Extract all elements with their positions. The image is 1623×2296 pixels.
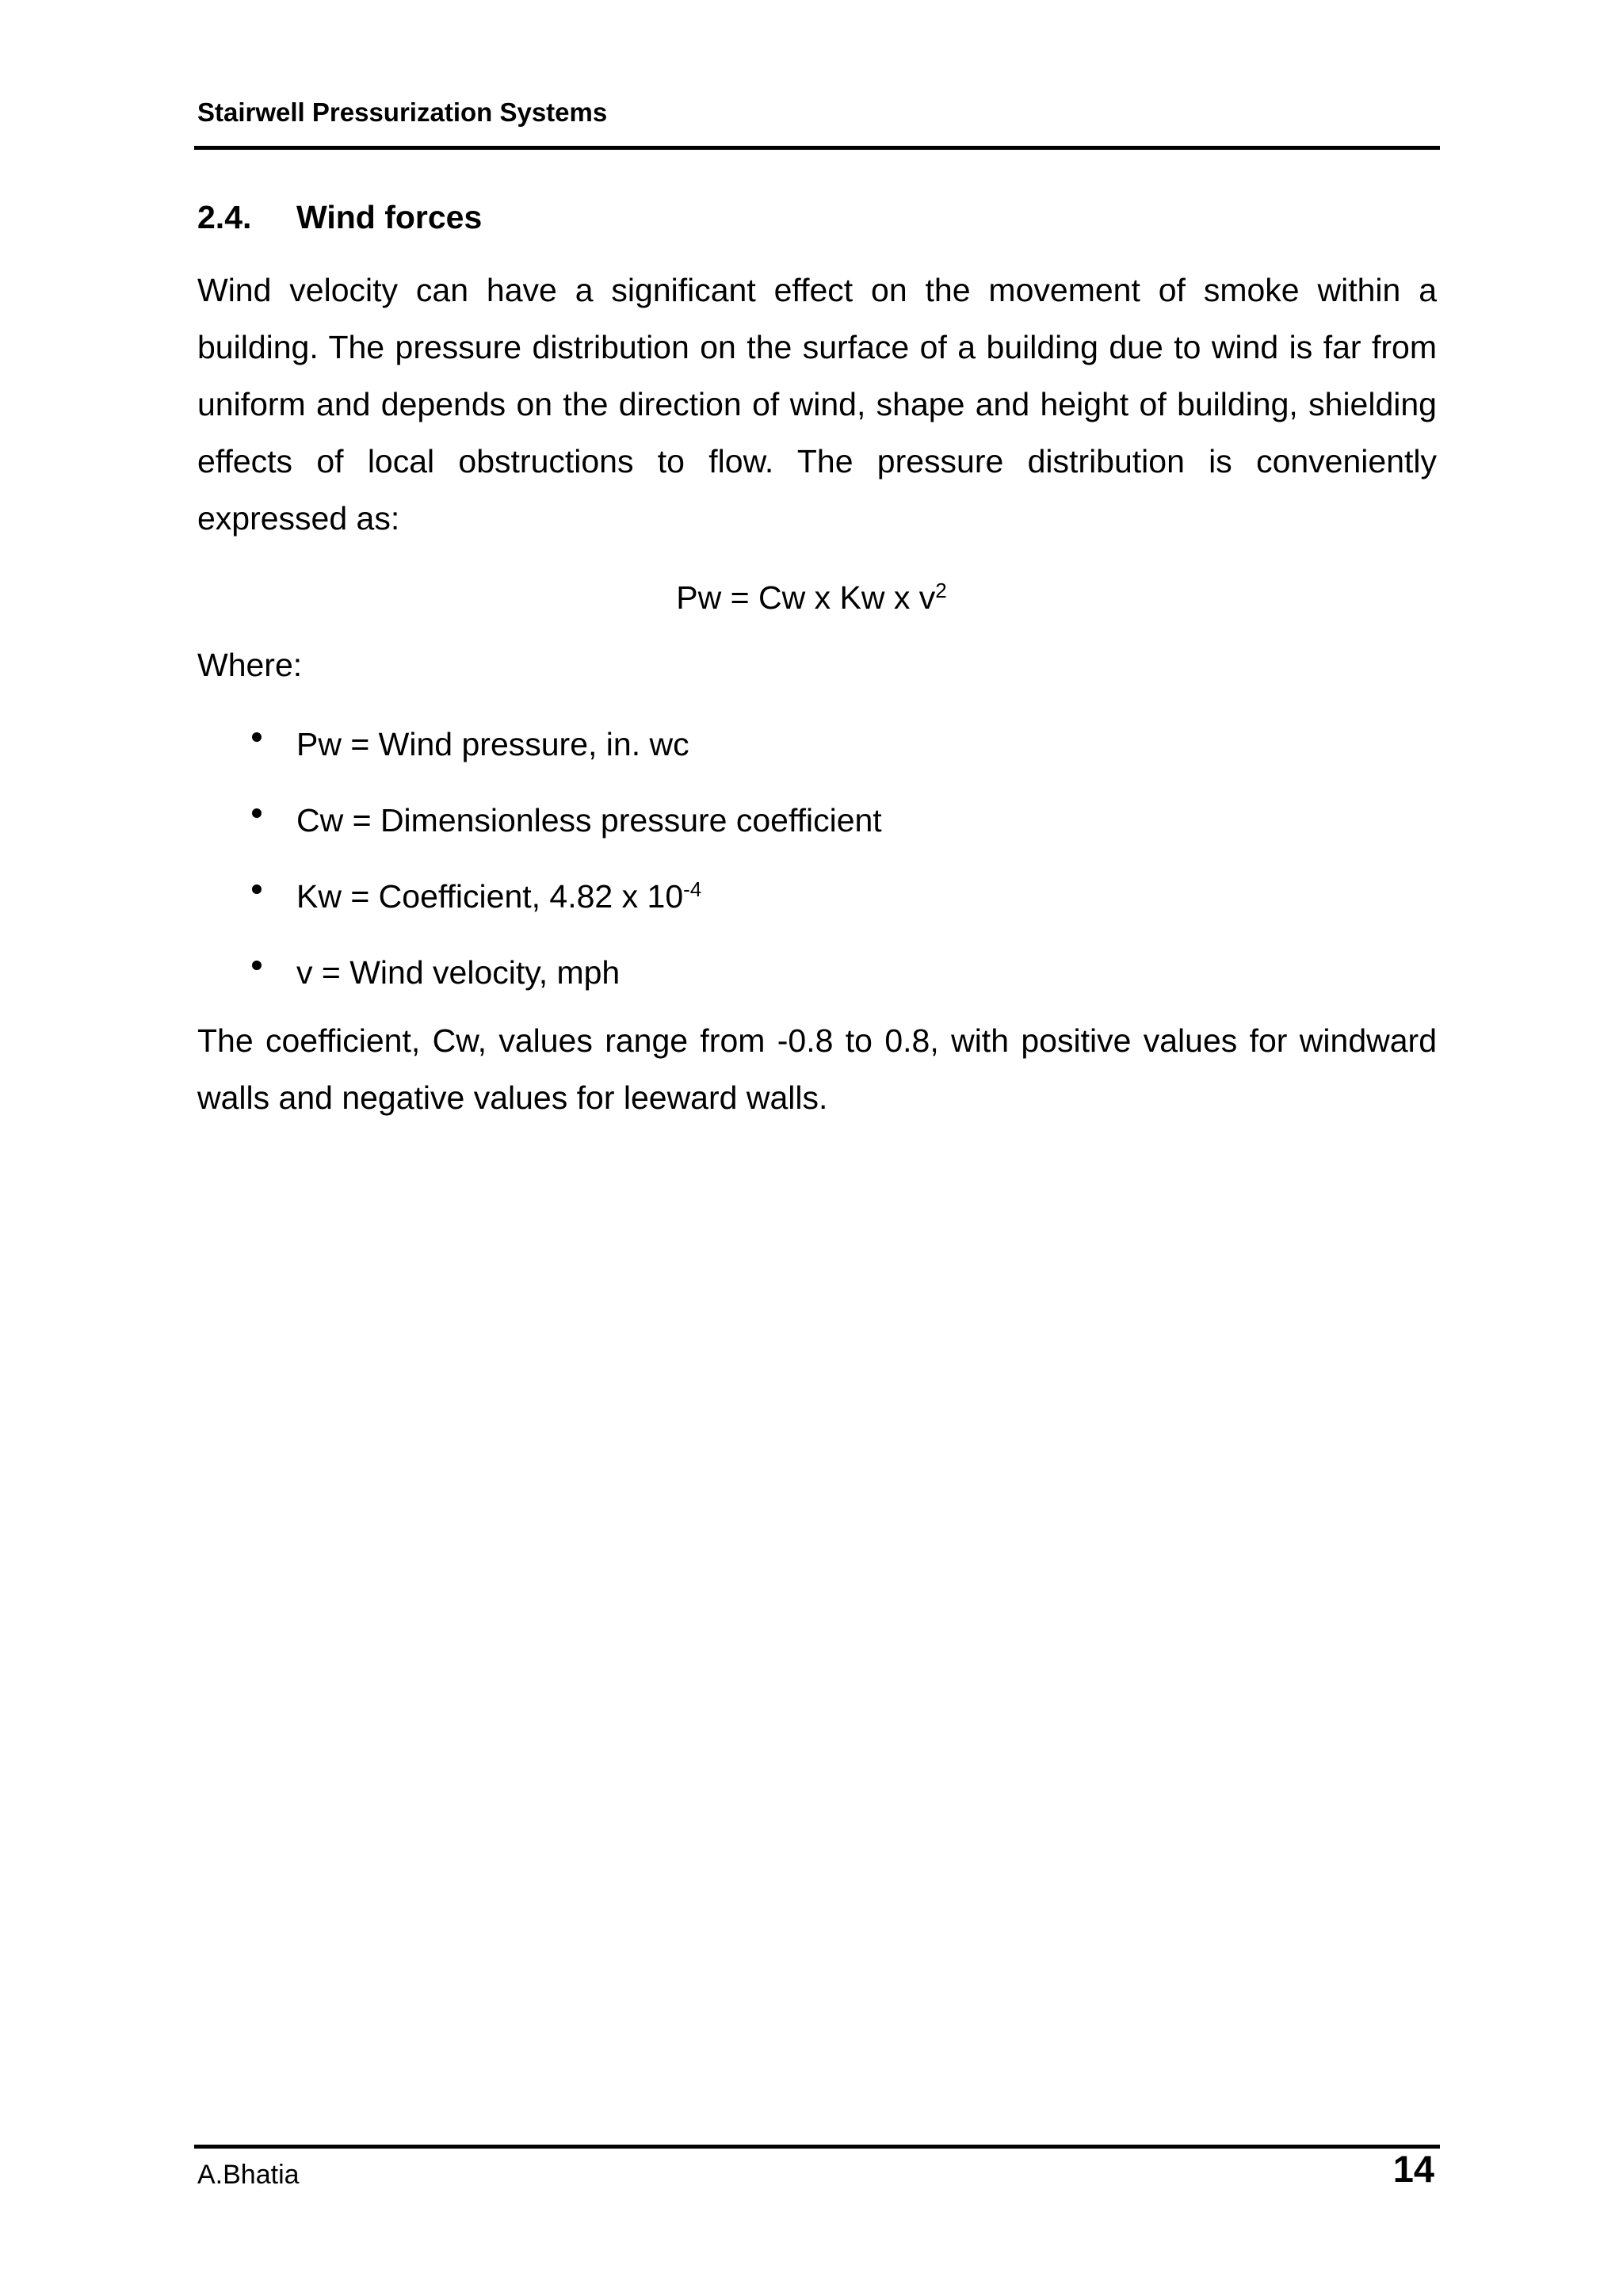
footer-rule <box>194 2145 1440 2149</box>
definition-text: v = Wind velocity, mph <box>296 954 621 991</box>
bullet-icon <box>252 884 262 894</box>
formula-exponent: 2 <box>935 579 947 602</box>
definition-text: Pw = Wind pressure, in. wc <box>296 726 689 762</box>
definition-text: Kw = Coefficient, 4.82 x 10 <box>296 878 684 915</box>
page-number: 14 <box>1392 2148 1434 2190</box>
header-rule <box>194 146 1440 150</box>
coefficient-paragraph: The coefficient, Cw, values range from -0.8 to 0.8, with positive values for windward walls and negative values for leeward walls. <box>197 1022 1437 1116</box>
intro-paragraph: Wind velocity can have a significant effect on the movement of smoke within a building. The pressure distribution on the surface of a building due to wind is far from uniform and depends on the direction of wind, shape and height of building, shielding effects of local obstructions to flow. The pressure distribution is conveniently expressed as: <box>197 272 1437 537</box>
footer-author: A.Bhatia <box>197 2160 300 2190</box>
definition-text: Cw = Dimensionless pressure coefficient <box>296 802 882 839</box>
formula-base: Pw = Cw x Kw x v <box>676 579 936 616</box>
bullet-icon <box>252 961 262 970</box>
section-number: 2.4. <box>197 199 252 235</box>
bullet-icon <box>252 732 262 742</box>
section-heading <box>197 197 482 238</box>
wind-pressure-formula <box>0 568 1623 620</box>
definition-exponent: -4 <box>683 877 702 901</box>
where-label: Where: <box>197 647 303 683</box>
section-title: Wind forces <box>296 199 483 235</box>
bullet-icon <box>252 808 262 818</box>
running-header-title: Stairwell Pressurization Systems <box>197 97 608 127</box>
